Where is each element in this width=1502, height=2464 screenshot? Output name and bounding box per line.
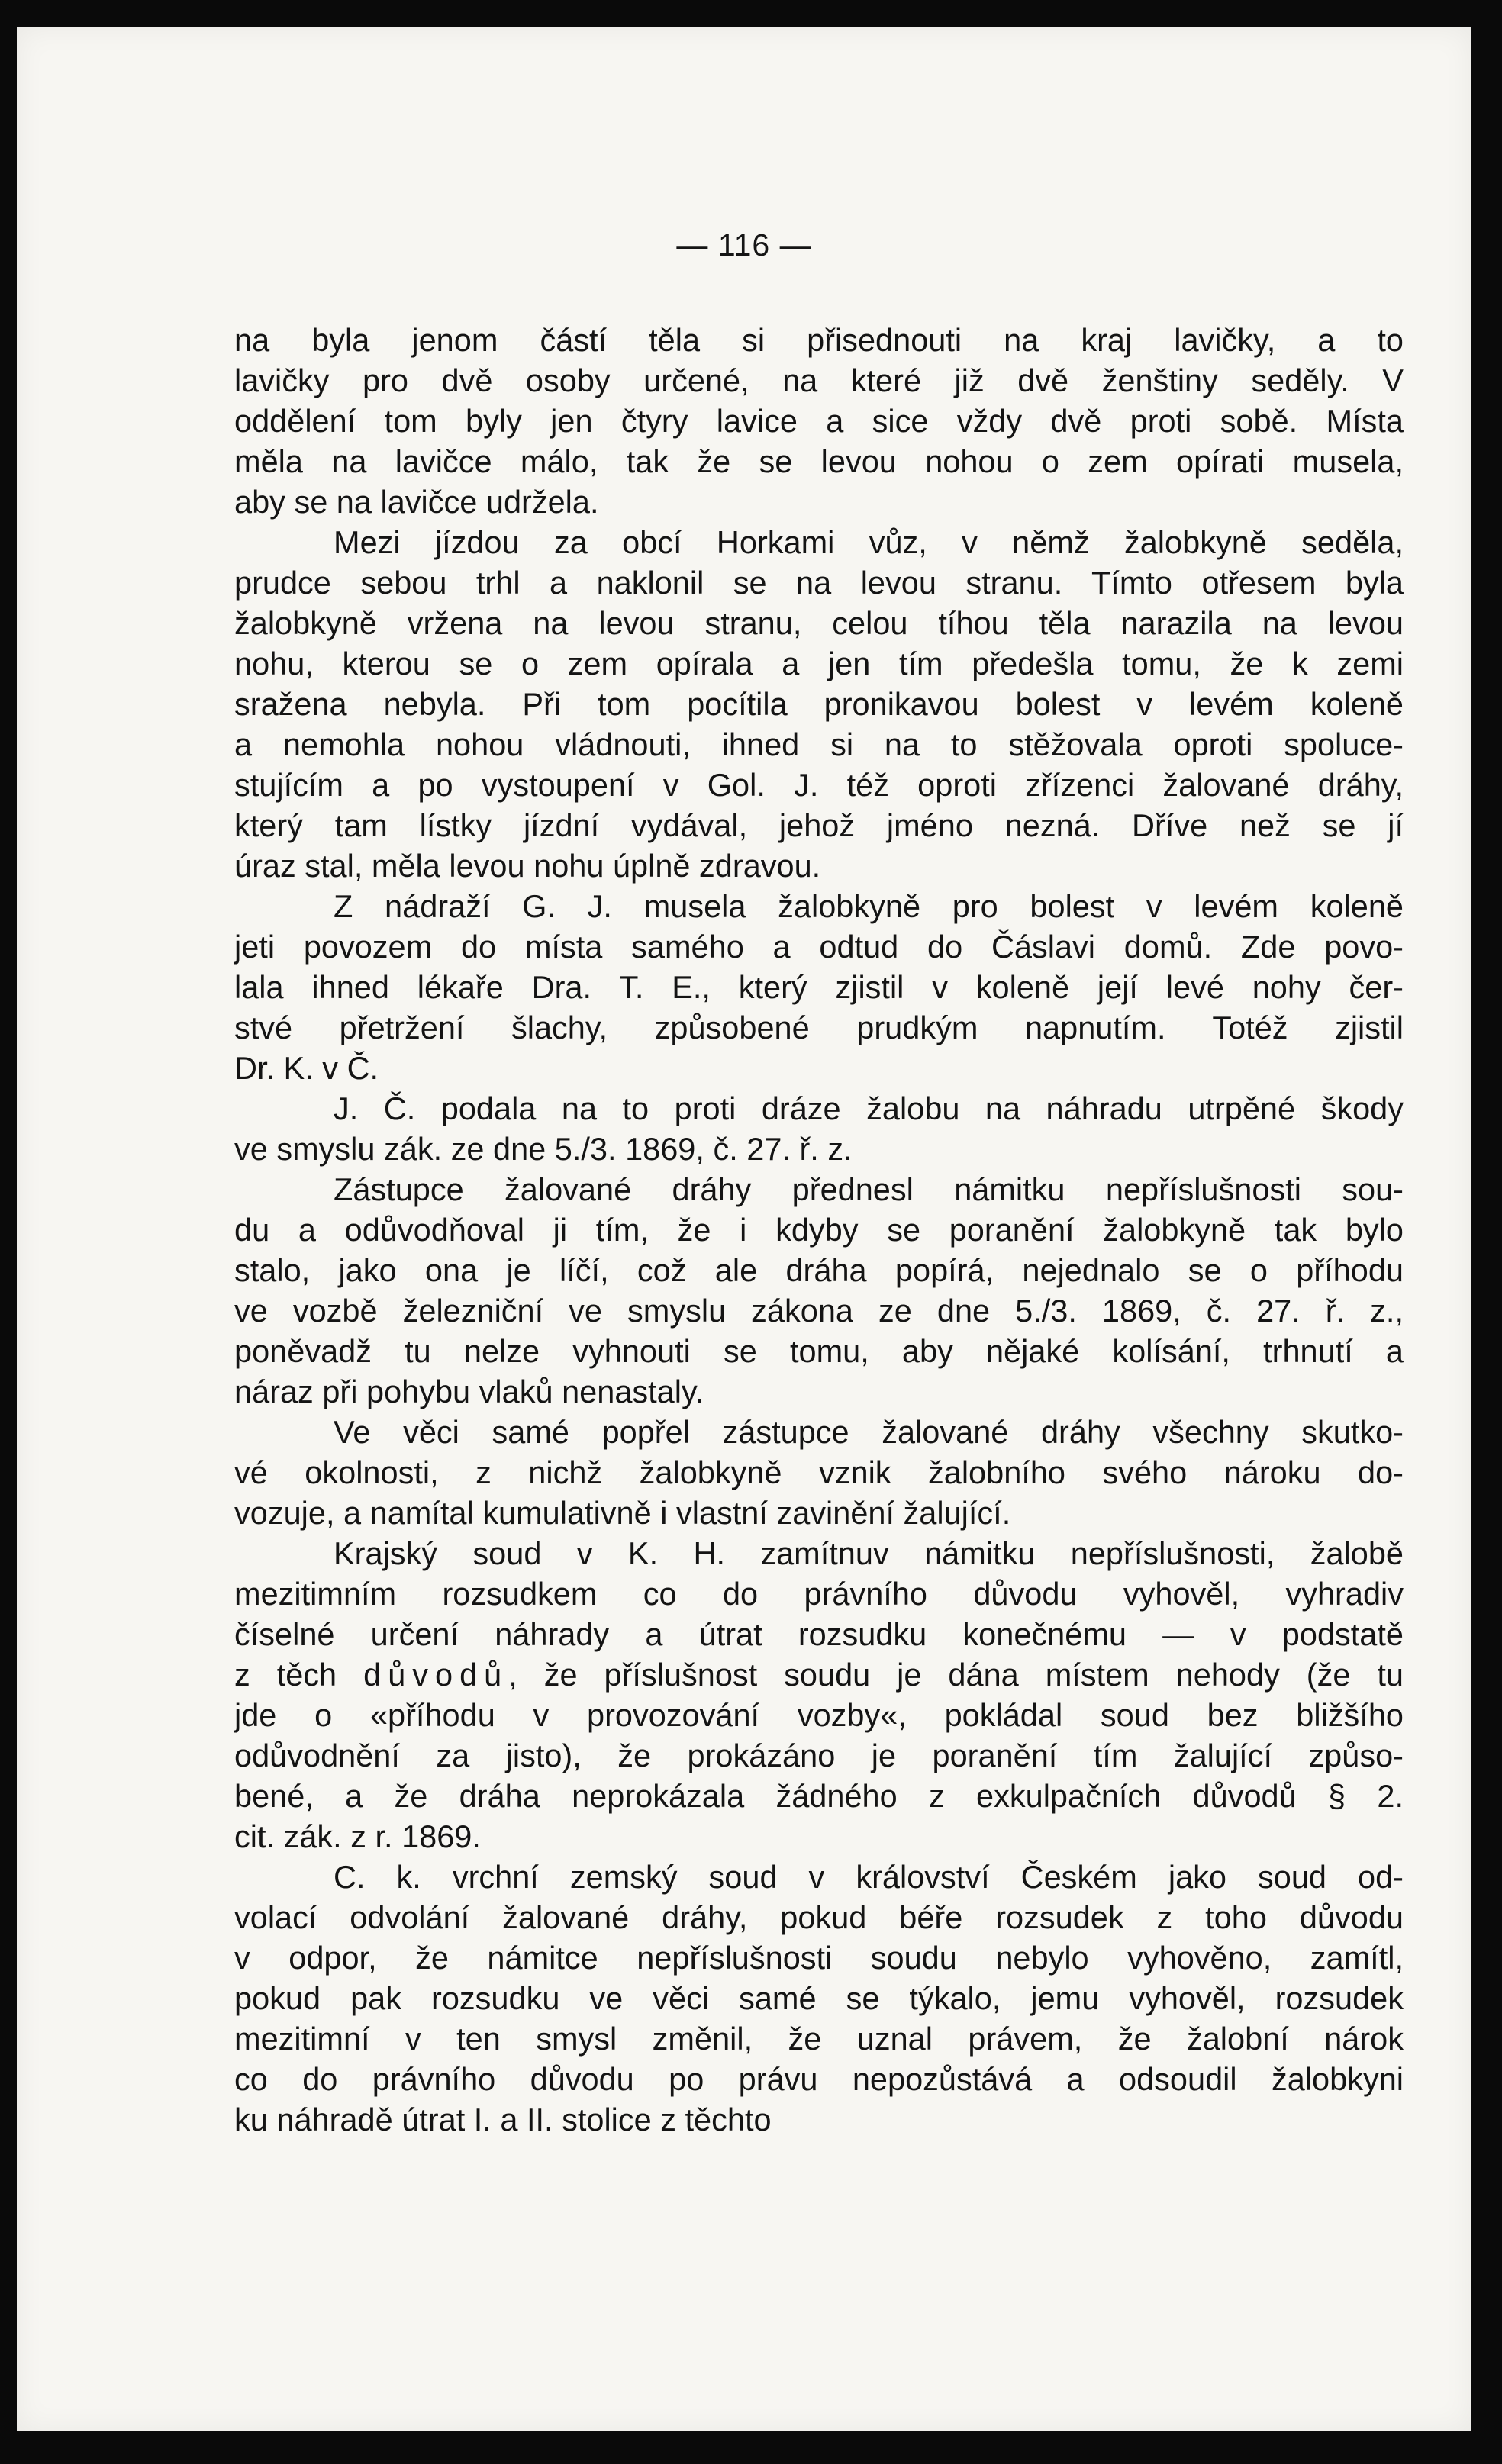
paragraph-start-line: C. k. vrchní zemský soud v království Českém jako soud od- [334, 1859, 1404, 1895]
paragraph-start-line: Mezi jízdou za obcí Horkami vůz, v němž žalobkyně seděla, [334, 524, 1404, 560]
paragraph-start-line: Ve věci samé popřel zástupce žalované dráhy všechny skutko- [334, 1414, 1404, 1450]
text-line: který tam lístky jízdní vydával, jehož jméno nezná. Dříve než se jí [234, 807, 1404, 843]
paragraph-start-line: Z nádraží G. J. musela žalobkyně pro bolest v levém koleně [334, 888, 1404, 924]
text-line: na byla jenom částí těla si přisednouti na kraj lavičky, a to [234, 322, 1404, 358]
emphasized-word: důvodů [363, 1657, 509, 1693]
text-line: mezitimním rozsudkem co do právního důvodu vyhověl, vyhradiv [234, 1576, 1404, 1612]
page-number: — 116 — [676, 227, 812, 263]
document-page [17, 27, 1471, 2431]
text-line: stujícím a po vystoupení v Gol. J. též oproti zřízenci žalované dráhy, [234, 767, 1404, 803]
text-line: poněvadž tu nelze vyhnouti se tomu, aby nějaké kolísání, trhnutí a [234, 1333, 1404, 1369]
text-line: pokud pak rozsudku ve věci samé se týkalo, jemu vyhověl, rozsudek [234, 1980, 1404, 2016]
text-line: oddělení tom byly jen čtyry lavice a sice vždy dvě proti sobě. Místa [234, 403, 1404, 439]
text-line: du a odůvodňoval ji tím, že i kdyby se poranění žalobkyně tak bylo [234, 1212, 1404, 1248]
text-line: mezitimní v ten smysl změnil, že uznal právem, že žalobní nárok [234, 2021, 1404, 2057]
text-line: jde o «příhodu v provozování vozby«, pokládal soud bez bližšího [234, 1697, 1404, 1733]
text-line: ve vozbě železniční ve smyslu zákona ze dne 5./3. 1869, č. 27. ř. z., [234, 1293, 1404, 1329]
text-line: měla na lavičce málo, tak že se levou nohou o zem opírati musela, [234, 443, 1404, 479]
text-line: aby se na lavičce udržela. [234, 484, 599, 520]
paragraph-start-line: Krajský soud v K. H. zamítnuv námitku nepříslušnosti, žalobě [334, 1535, 1404, 1571]
text-line: úraz stal, měla levou nohu úplně zdravou. [234, 848, 821, 884]
text-line: a nemohla nohou vládnouti, ihned si na to stěžovala oproti spoluce- [234, 726, 1404, 762]
text-line: nohu, kterou se o zem opírala a jen tím předešla tomu, že k zemi [234, 646, 1404, 681]
paragraph-start-line: J. Č. podala na to proti dráze žalobu na náhradu utrpěné škody [334, 1090, 1404, 1126]
text-line: prudce sebou trhl a naklonil se na levou stranu. Tímto otřesem byla [234, 565, 1404, 601]
text-line: jeti povozem do místa samého a odtud do Čáslavi domů. Zde povo- [234, 929, 1404, 965]
text-line: odůvodnění za jisto), že prokázáno je poranění tím žalující způso- [234, 1738, 1404, 1773]
text-line: číselné určení náhrady a útrat rozsudku konečnému — v podstatě [234, 1616, 1404, 1652]
body-text [234, 320, 1404, 2140]
text-line: ve smyslu zák. ze dne 5./3. 1869, č. 27. ř. z. [234, 1131, 853, 1167]
text-line: bené, a že dráha neprokázala žádného z exkulpačních důvodů § 2. [234, 1778, 1404, 1814]
text-line: co do právního důvodu po právu nepozůstává a odsoudil žalobkyni [234, 2061, 1404, 2097]
text-line: sražena nebyla. Při tom pocítila pronikavou bolest v levém koleně [234, 686, 1404, 722]
text-line: stalo, jako ona je líčí, což ale dráha popírá, nejednalo se o příhodu [234, 1252, 1404, 1288]
text-line: vozuje, a namítal kumulativně i vlastní zavinění žalující. [234, 1495, 1011, 1531]
text-line: žalobkyně vržena na levou stranu, celou tíhou těla narazila na levou [234, 605, 1404, 641]
paragraph-start-line: Zástupce žalované dráhy přednesl námitku nepříslušnosti sou- [334, 1171, 1404, 1207]
text-line: stvé přetržení šlachy, způsobené prudkým napnutím. Totéž zjistil [234, 1010, 1404, 1045]
text-line: lala ihned lékaře Dra. T. E., který zjistil v koleně její levé nohy čer- [234, 969, 1404, 1005]
text-line: v odpor, že námitce nepříslušnosti soudu nebylo vyhověno, zamítl, [234, 1940, 1404, 1976]
text-line: náraz při pohybu vlaků nenastaly. [234, 1374, 704, 1409]
text-line: volací odvolání žalované dráhy, pokud béře rozsudek z toho důvodu [234, 1899, 1404, 1935]
text-line: vé okolnosti, z nichž žalobkyně vznik žalobního svého nároku do- [234, 1454, 1404, 1490]
text-line-spaced: z těch důvodů, že příslušnost soudu je dána místem nehody (že tu [234, 1657, 1404, 1693]
text-line: ku náhradě útrat I. a II. stolice z těchto [234, 2102, 772, 2137]
text-line: Dr. K. v Č. [234, 1050, 379, 1086]
text-line: lavičky pro dvě osoby určené, na které již dvě ženštiny seděly. V [234, 362, 1404, 398]
text-line: cit. zák. z r. 1869. [234, 1818, 481, 1854]
